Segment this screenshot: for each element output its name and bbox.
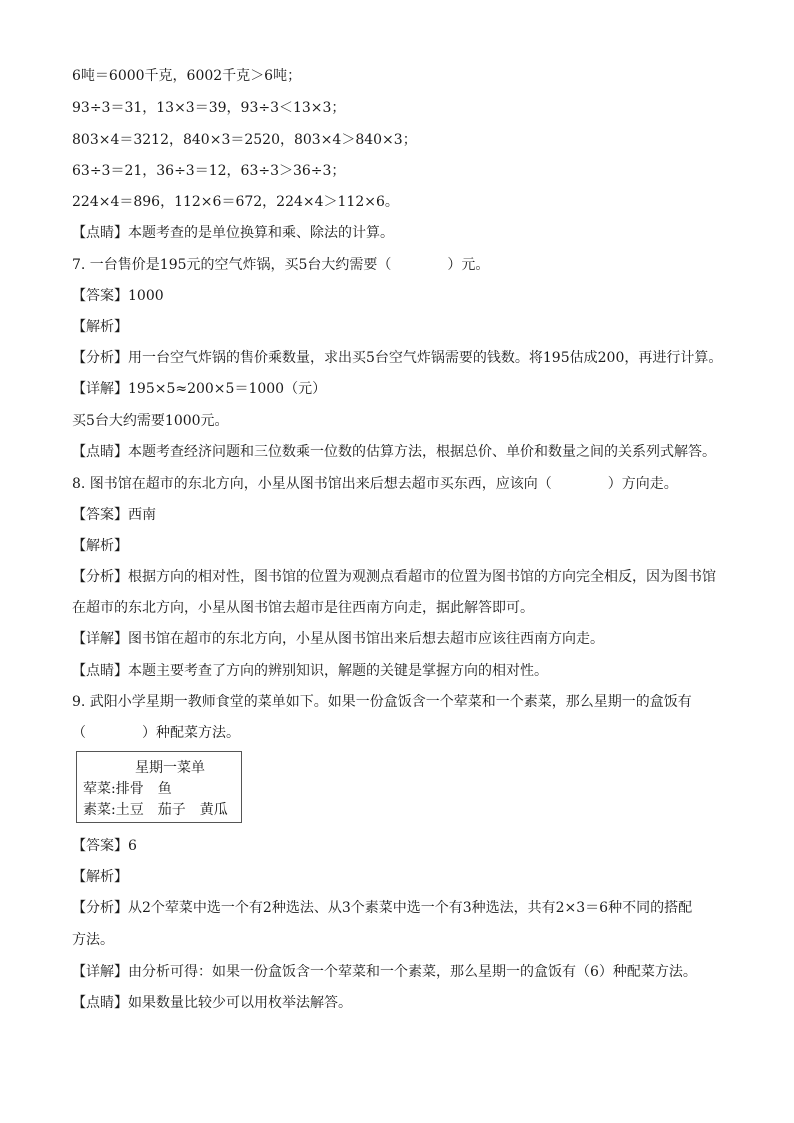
text-line-1: 6吨＝6000千克，6002千克＞6吨； <box>72 68 302 84</box>
detail-7-result: 买5台大约需要1000元。 <box>72 413 229 429</box>
menu-veg-row: 素菜:土豆 茄子 黄瓜 <box>83 802 228 818</box>
menu-title: 星期一菜单 <box>135 760 205 776</box>
analysis-9-b: 方法。 <box>72 932 114 948</box>
analysis-heading-7: 【解析】 <box>72 319 128 335</box>
question-7: 7. 一台售价是195元的空气炸锅，买5台大约需要（ ）元。 <box>72 257 490 273</box>
answer-9: 【答案】6 <box>72 838 137 854</box>
comment-8: 【点睛】本题主要考查了方向的辨别知识，解题的关键是掌握方向的相对性。 <box>72 663 548 679</box>
analysis-7: 【分析】用一台空气炸锅的售价乘数量，求出买5台空气炸锅需要的钱数。将195估成200，再进行计算。 <box>72 350 723 366</box>
answer-7: 【答案】1000 <box>72 288 164 304</box>
analysis-heading-8: 【解析】 <box>72 538 128 554</box>
comment-7: 【点睛】本题考查经济问题和三位数乘一位数的估算方法，根据总价、单价和数量之间的关系列式解答。 <box>72 444 716 460</box>
analysis-8-b: 在超市的东北方向，小星从图书馆去超市是往西南方向走，据此解答即可。 <box>72 600 534 616</box>
analysis-8-a: 【分析】根据方向的相对性，图书馆的位置为观测点看超市的位置为图书馆的方向完全相反，因为图书馆 <box>72 569 716 585</box>
analysis-heading-9: 【解析】 <box>72 869 128 885</box>
text-line-5: 224×4＝896，112×6＝672，224×4＞112×6。 <box>72 194 399 210</box>
answer-8: 【答案】西南 <box>72 507 156 523</box>
detail-9: 【详解】由分析可得：如果一份盒饭含一个荤菜和一个素菜，那么星期一的盒饭有（6）种配菜方法。 <box>72 964 697 980</box>
question-8: 8. 图书馆在超市的东北方向，小星从图书馆出来后想去超市买东西，应该向（ ）方向走。 <box>72 476 678 492</box>
detail-7: 【详解】195×5≈200×5＝1000（元） <box>72 381 327 397</box>
menu-meat-row: 荤菜:排骨 鱼 <box>83 781 172 797</box>
text-line-6: 【点睛】本题考查的是单位换算和乘、除法的计算。 <box>72 225 394 241</box>
text-line-3: 803×4＝3212，840×3＝2520，803×4＞840×3； <box>72 132 417 148</box>
text-line-2: 93÷3＝31，13×3＝39，93÷3＜13×3； <box>72 100 346 116</box>
detail-8: 【详解】图书馆在超市的东北方向，小星从图书馆出来后想去超市应该往西南方向走。 <box>72 631 604 647</box>
analysis-9-a: 【分析】从2个荤菜中选一个有2种选法、从3个素菜中选一个有3种选法，共有2×3＝6种不同的搭配 <box>72 900 693 916</box>
question-9-a: 9. 武阳小学星期一教师食堂的菜单如下。如果一份盒饭含一个荤菜和一个素菜，那么星期一的盒饭有 <box>72 694 692 710</box>
comment-9: 【点睛】如果数量比较少可以用枚举法解答。 <box>72 995 352 1011</box>
menu-table <box>76 751 242 823</box>
text-line-4: 63÷3＝21，36÷3＝12，63÷3＞36÷3； <box>72 163 346 179</box>
question-9-b: （ ）种配菜方法。 <box>72 725 240 741</box>
